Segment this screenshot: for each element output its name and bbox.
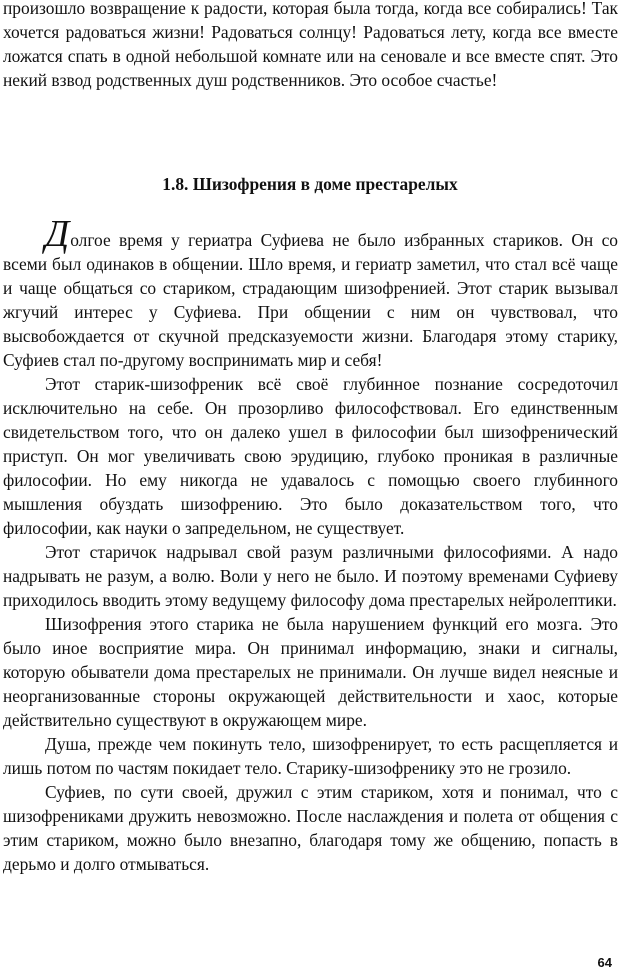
section-body <box>3 213 618 876</box>
intro-paragraph: произошло возвращение к радости, которая была тогда, когда все собирались! Так хочется радоваться жизни! Радоваться солнцу! Радоваться лету, когда все вместе ложатся спать в одной небольшой комнате или на сеновале и все вместе спят. Это некий взвод родственных душ родственников. Это особое счастье! <box>3 0 618 90</box>
body-paragraph: Этот старичок надрывал свой разум различными философиями. А надо надрывать не разум, а волю. Воли у него не было. И поэтому временами Суфиеву приходилось вводить этому ведущему философу дома престарелых нейролептики. <box>3 542 618 610</box>
body-paragraph: Шизофрения этого старика не была нарушением функций его мозга. Это было иное восприятие мира. Он принимал информацию, знаки и сигналы, которую обыватели дома престарелых не принимали. Он лучше видел неясные и неорганизованные стороны окружающей действительности и хаос, которые действительно существуют в окружающем мире. <box>3 614 618 730</box>
section-heading: 1.8. Шизофрения в доме престарелых <box>162 174 458 194</box>
intro-text-block <box>3 0 618 92</box>
page-number: 64 <box>597 955 612 970</box>
first-paragraph <box>3 213 618 372</box>
first-paragraph-text: олгое время у гериатра Суфиева не было избранных стариков. Он со всеми был одинаков в общении. Шло время, и гериатр заметил, что стал всё чаще и чаще общаться со стариком, страдающим шизофренией. Этот старик вызывал жгучий интерес у Суфиева. При общении с ним он чувствовал, что высвобождается от скучной предсказуемости жизни. Благодаря этому старику, Суфиев стал по-другому воспринимать мир и себя! <box>3 230 618 370</box>
body-paragraph: Душа, прежде чем покинуть тело, шизофренирует, то есть расщепляется и лишь потом по частям покидает тело. Старику-шизофренику это не грозило. <box>3 734 618 778</box>
drop-cap-letter: Д <box>45 213 70 255</box>
body-paragraph: Суфиев, по сути своей, дружил с этим стариком, хотя и понимал, что с шизофрениками дружить невозможно. После наслаждения и полета от общения с этим стариком, можно было внезапно, благодаря тому же общению, попасть в дерьмо и долго отмываться. <box>3 782 618 874</box>
body-paragraph: Этот старик-шизофреник всё своё глубинное познание сосредоточил исключительно на себе. Он прозорливо философствовал. Его единственным свидетельством того, что он далеко ушел в философии был шизофренический приступ. Он мог увеличивать свою эрудицию, глубоко проникая в различные философии. Но ему никогда не удавалось с помощью своего глубинного мышления обуздать шизофрению. Это было доказательством того, что философии, как науки о запредельном, не существует. <box>3 374 618 538</box>
